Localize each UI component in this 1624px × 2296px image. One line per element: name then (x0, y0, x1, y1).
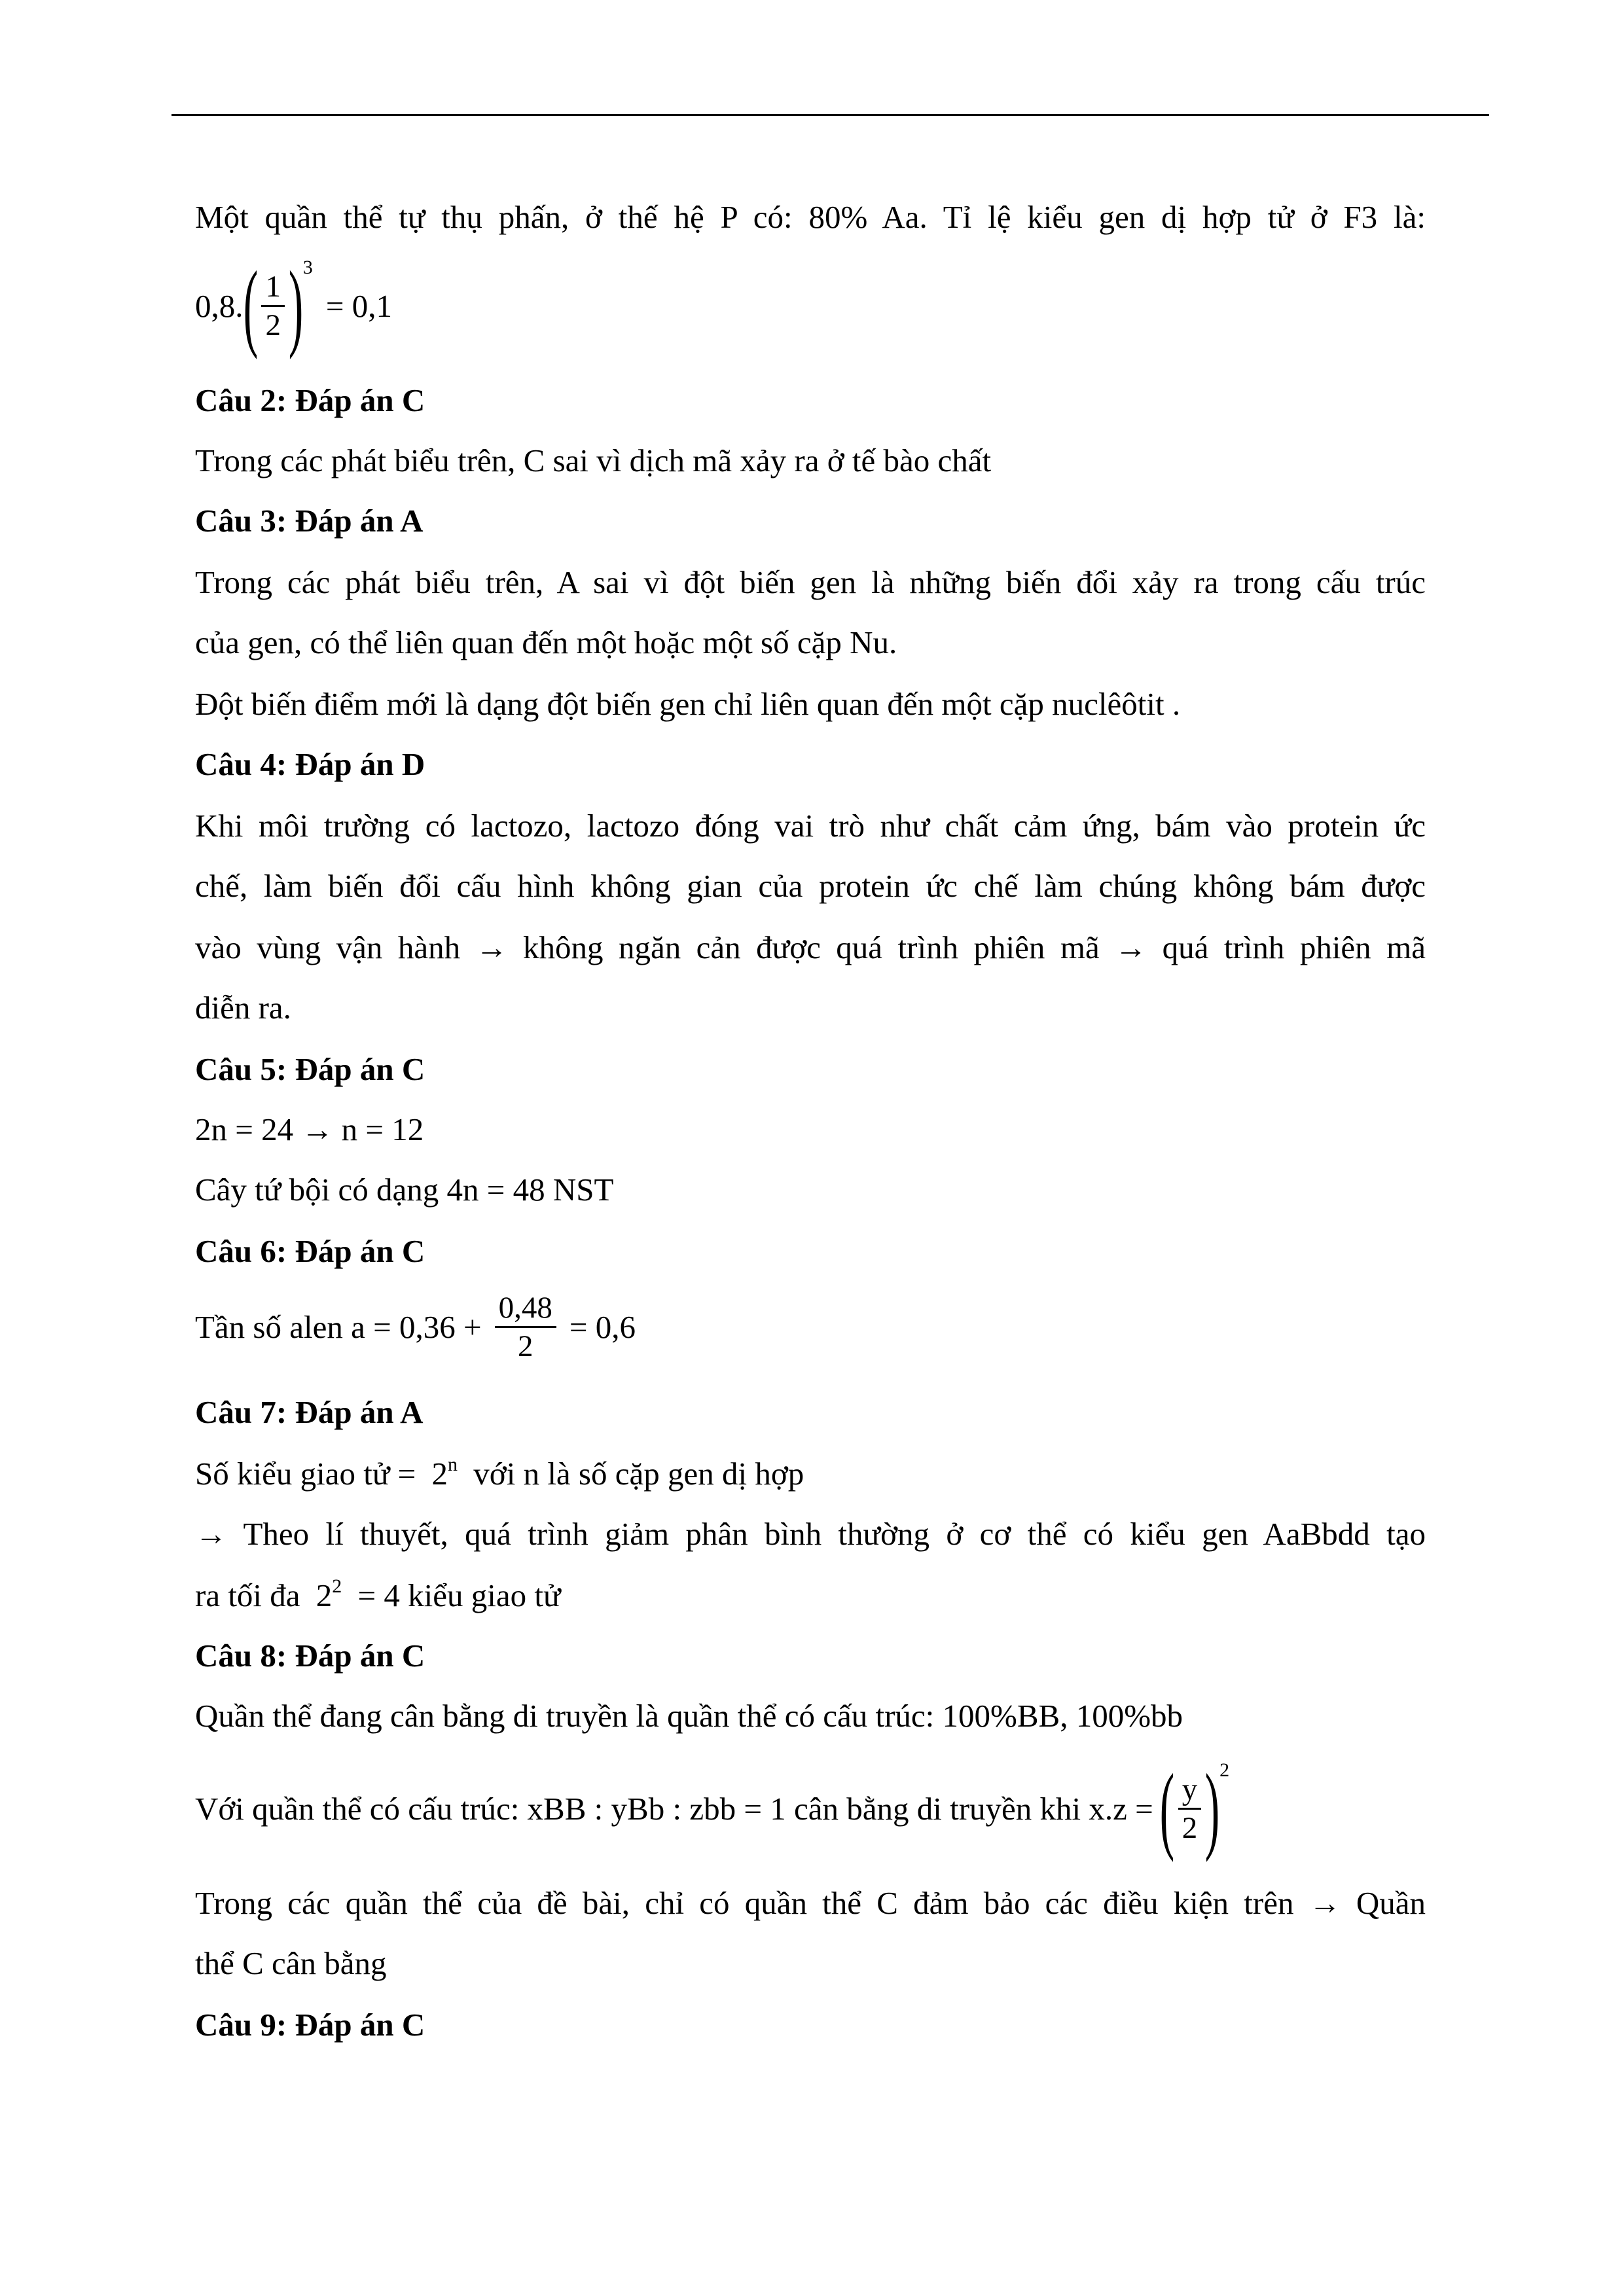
q6-prefix: Tần số alen a = 0,36 + (195, 1308, 482, 1345)
q7-line-3-suffix: = 4 kiểu giao tử (357, 1577, 561, 1613)
formula-result: = 0,1 (325, 287, 393, 324)
q4-line-1: Khi môi trường có lactozo, lactozo đóng vai trò như chất cảm ứng, bám vào protein ức (195, 808, 1426, 844)
q2-heading: Câu 2: Đáp án C (195, 382, 425, 418)
q3-heading: Câu 3: Đáp án A (195, 503, 424, 539)
right-paren: ) (288, 251, 304, 360)
q8-line-3: Trong các quần thể của đề bài, chỉ có quần thể C đảm bảo các điều kiện trên → Quần (195, 1885, 1426, 1921)
q8-fraction-denominator: 2 (1182, 1810, 1198, 1845)
fraction-numerator: 1 (261, 268, 285, 307)
q8-line-1: Quần thể đang cân bằng di truyền là quần thể có cấu trúc: 100%BB, 100%bb (195, 1698, 1183, 1734)
q3-line-3: Đột biến điểm mới là dạng đột biến gen chỉ liên quan đến một cặp nuclêôtit . (195, 686, 1181, 722)
q8-fraction-numerator: y (1178, 1771, 1202, 1810)
fraction-denominator: 2 (265, 308, 281, 342)
q7-line-3-base: 2 (316, 1577, 333, 1613)
q8-right-paren: ) (1204, 1754, 1220, 1863)
q9-heading: Câu 9: Đáp án C (195, 2007, 425, 2043)
q6-fraction-numerator: 0,48 (495, 1289, 556, 1328)
formula-prefix: 0,8. (195, 287, 244, 324)
q8-line-4: thể C cân bằng (195, 1945, 387, 1981)
q7-line-3-prefix: ra tối đa (195, 1577, 300, 1613)
q5-heading: Câu 5: Đáp án C (195, 1051, 425, 1087)
q4-line-3: vào vùng vận hành → không ngăn cản được quá trình phiên mã → quá trình phiên mã (195, 929, 1426, 965)
q3-line-2: của gen, có thể liên quan đến một hoặc một số cặp Nu. (195, 624, 897, 660)
q7-line-1-prefix: Số kiểu giao tử = (195, 1456, 416, 1492)
intro-formula (195, 251, 393, 360)
q8-exponent: 2 (1219, 1759, 1230, 1781)
q6-formula (195, 1284, 636, 1369)
q4-line-2: chế, làm biến đổi cấu hình không gian của protein ức chế làm chúng không bám được (195, 868, 1426, 904)
q2-line-1: Trong các phát biểu trên, C sai vì dịch mã xảy ra ở tế bào chất (195, 442, 992, 478)
q8-line-2 (195, 1754, 1230, 1863)
q6-heading: Câu 6: Đáp án C (195, 1233, 425, 1269)
q5-line-1: 2n = 24 → n = 12 (195, 1111, 424, 1147)
q7-line-1-base: 2 (431, 1456, 448, 1492)
q7-line-1-exponent: n (448, 1454, 458, 1475)
exponent: 3 (302, 257, 313, 278)
q8-fraction (1178, 1771, 1202, 1846)
q7-line-2: → Theo lí thuyết, quá trình giảm phân bình thường ở cơ thể có kiểu gen AaBbdd tạo (195, 1516, 1426, 1552)
q6-result: = 0,6 (569, 1308, 636, 1345)
q4-heading: Câu 4: Đáp án D (195, 746, 425, 782)
q7-line-1-suffix: với n là số cặp gen dị hợp (473, 1456, 804, 1492)
intro-line-1: Một quần thể tự thụ phấn, ở thế hệ P có: 80% Aa. Tỉ lệ kiểu gen dị hợp tử ở F3 là: (195, 199, 1426, 235)
q6-fraction-denominator: 2 (518, 1329, 533, 1363)
q7-line-1 (195, 1454, 804, 1494)
q6-fraction (495, 1289, 556, 1365)
left-paren: ( (243, 251, 258, 360)
q8-left-paren: ( (1159, 1754, 1174, 1863)
q8-line-2-prefix: Với quần thể có cấu trúc: xBB : yBb : zbb = 1 cân bằng di truyền khi x.z = (195, 1790, 1153, 1827)
header-rule (171, 114, 1489, 116)
fraction (261, 268, 285, 344)
q5-line-2: Cây tứ bội có dạng 4n = 48 NST (195, 1172, 614, 1208)
q7-line-3 (195, 1576, 561, 1615)
q3-line-1: Trong các phát biểu trên, A sai vì đột biến gen là những biến đổi xảy ra trong cấu trúc (195, 564, 1426, 600)
q7-heading: Câu 7: Đáp án A (195, 1394, 424, 1430)
q8-heading: Câu 8: Đáp án C (195, 1638, 425, 1674)
q7-line-3-exponent: 2 (332, 1575, 342, 1597)
q4-line-4: diễn ra. (195, 990, 291, 1026)
